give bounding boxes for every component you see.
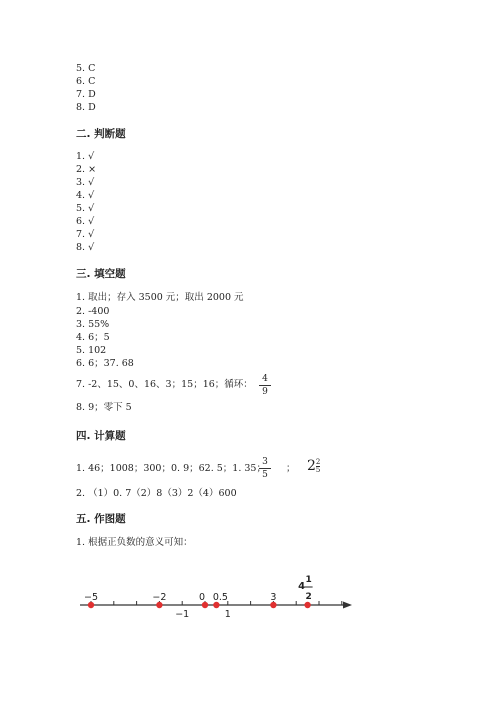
fraction-numerator: 3	[262, 457, 268, 467]
fill-3: 3. 55%	[76, 319, 110, 330]
number-label-denominator: 2	[305, 592, 312, 602]
judgement-8: 8. √	[76, 242, 95, 253]
judgement-4: 4. √	[76, 190, 95, 201]
answer-8: 8. D	[76, 102, 96, 113]
section-title-judgement: 二. 判断题	[76, 128, 126, 140]
fraction-bar	[259, 468, 271, 469]
draw-1: 1. 根据正负数的意义可知：	[76, 537, 193, 548]
number-label: 0.5	[212, 592, 228, 603]
judgement-6: 6. √	[76, 216, 95, 227]
fraction-three-fifths	[259, 457, 271, 480]
number-label: 3	[270, 592, 277, 603]
judgement-2: 2. ×	[76, 164, 97, 175]
answer-7: 7. D	[76, 89, 96, 100]
arrow-icon	[343, 602, 352, 609]
number-label: 0	[198, 592, 206, 603]
mixed-whole: 2	[307, 458, 316, 474]
number-label-whole: 4	[298, 581, 306, 592]
section-title-calculation: 四. 计算题	[76, 430, 126, 442]
fraction-four-ninths	[259, 374, 271, 397]
fraction-bar	[259, 385, 271, 386]
fraction-denominator: 5	[262, 470, 268, 480]
mixed-number	[307, 458, 320, 474]
section-title-drawing: 五. 作图题	[76, 513, 126, 525]
calc-1: 1. 46；1008；300；0. 9；62. 5；1. 35；	[76, 463, 266, 474]
number-label-numerator: 1	[305, 575, 312, 585]
fraction-denominator: 9	[262, 387, 268, 397]
judgement-5: 5. √	[76, 203, 95, 214]
fill-6: 6. 6；37. 68	[76, 358, 134, 369]
fill-1: 1. 取出；存入 3500 元；取出 2000 元	[76, 292, 244, 303]
answer-5: 5. C	[76, 63, 96, 74]
judgement-7: 7. √	[76, 229, 95, 240]
judgement-3: 3. √	[76, 177, 95, 188]
fill-4: 4. 6；5	[76, 332, 110, 343]
mixed-numerator: 2	[315, 457, 321, 466]
number-point-marker	[304, 602, 310, 608]
fill-7: 7. -2、15、0、16、3；15；16；循环：	[76, 379, 253, 390]
number-line	[0, 570, 500, 650]
mixed-denominator: 5	[315, 465, 321, 474]
fill-8: 8. 9；零下 5	[76, 402, 132, 413]
calc-2: 2. （1）0. 7（2）8（3）2（4）600	[76, 488, 237, 499]
mixed-fraction	[316, 459, 320, 474]
fraction-numerator: 4	[262, 374, 268, 384]
number-label: −2	[152, 592, 167, 603]
fill-5: 5. 102	[76, 345, 107, 356]
number-label: −5	[83, 592, 99, 603]
calc-1-separator: ；	[286, 463, 296, 474]
section-title-fill-blank: 三. 填空题	[76, 268, 126, 280]
number-label: −1	[175, 609, 190, 620]
judgement-1: 1. √	[76, 151, 95, 162]
number-label: 1	[224, 609, 231, 620]
answer-6: 6. C	[76, 76, 96, 87]
fill-2: 2. -400	[76, 306, 110, 317]
